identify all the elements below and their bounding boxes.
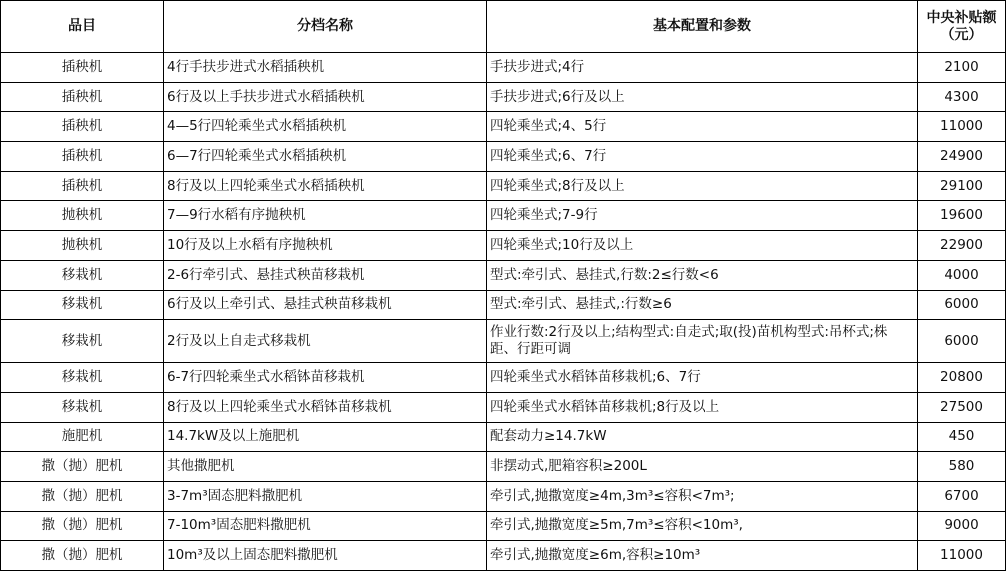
cell-subsidy: 6000 [918,320,1006,363]
table-row [1,452,1006,482]
table-row [1,171,1006,201]
cell-config: 四轮乘坐式;7-9行 [487,201,918,231]
cell-item: 抛秧机 [1,231,164,261]
cell-grade: 10m³及以上固态肥料撒肥机 [164,541,487,571]
table-row [1,201,1006,231]
cell-subsidy: 6000 [918,290,1006,320]
table-row [1,231,1006,261]
table-row [1,320,1006,363]
cell-item: 插秧机 [1,53,164,83]
cell-config: 手扶步进式;4行 [487,53,918,83]
cell-item: 插秧机 [1,171,164,201]
cell-item: 撒（抛）肥机 [1,481,164,511]
cell-item: 撒（抛）肥机 [1,541,164,571]
cell-item: 移栽机 [1,260,164,290]
table-row [1,82,1006,112]
cell-subsidy: 11000 [918,541,1006,571]
cell-config: 牵引式,抛撒宽度≥5m,7m³≤容积<10m³, [487,511,918,541]
cell-subsidy: 11000 [918,112,1006,142]
cell-subsidy: 580 [918,452,1006,482]
cell-subsidy: 4300 [918,82,1006,112]
table-row [1,142,1006,172]
table-row [1,290,1006,320]
cell-grade: 4行手扶步进式水稻插秧机 [164,53,487,83]
cell-config: 配套动力≥14.7kW [487,422,918,452]
cell-item: 撒（抛）肥机 [1,452,164,482]
cell-subsidy: 2100 [918,53,1006,83]
cell-grade: 7-10m³固态肥料撒肥机 [164,511,487,541]
cell-subsidy: 24900 [918,142,1006,172]
cell-item: 移栽机 [1,392,164,422]
header-config: 基本配置和参数 [487,1,918,53]
cell-subsidy: 20800 [918,363,1006,393]
cell-subsidy: 6700 [918,481,1006,511]
cell-item: 抛秧机 [1,201,164,231]
header-item: 品目 [1,1,164,53]
cell-grade: 8行及以上四轮乘坐式水稻插秧机 [164,171,487,201]
table-row [1,260,1006,290]
cell-item: 插秧机 [1,82,164,112]
cell-item: 插秧机 [1,142,164,172]
cell-config: 四轮乘坐式;6、7行 [487,142,918,172]
cell-subsidy: 450 [918,422,1006,452]
table-row [1,511,1006,541]
cell-config: 四轮乘坐式;4、5行 [487,112,918,142]
cell-grade: 8行及以上四轮乘坐式水稻钵苗移栽机 [164,392,487,422]
cell-config: 四轮乘坐式水稻钵苗移栽机;8行及以上 [487,392,918,422]
cell-grade: 2行及以上自走式移栽机 [164,320,487,363]
cell-grade: 6行及以上牵引式、悬挂式秧苗移栽机 [164,290,487,320]
cell-config: 作业行数:2行及以上;结构型式:自走式;取(投)苗机构型式:吊杯式;株距、行距可调 [487,320,918,363]
table-row [1,112,1006,142]
cell-grade: 6-7行四轮乘坐式水稻钵苗移栽机 [164,363,487,393]
table-row [1,392,1006,422]
table-header-row [1,1,1006,53]
cell-config: 牵引式,抛撒宽度≥6m,容积≥10m³ [487,541,918,571]
cell-config: 四轮乘坐式;10行及以上 [487,231,918,261]
cell-config: 型式:牵引式、悬挂式,行数:2≤行数<6 [487,260,918,290]
cell-grade: 7—9行水稻有序抛秧机 [164,201,487,231]
cell-subsidy: 4000 [918,260,1006,290]
cell-item: 移栽机 [1,290,164,320]
cell-config: 手扶步进式;6行及以上 [487,82,918,112]
cell-grade: 6—7行四轮乘坐式水稻插秧机 [164,142,487,172]
cell-config: 型式:牵引式、悬挂式,:行数≥6 [487,290,918,320]
cell-grade: 14.7kW及以上施肥机 [164,422,487,452]
cell-grade: 其他撒肥机 [164,452,487,482]
cell-subsidy: 27500 [918,392,1006,422]
cell-grade: 3-7m³固态肥料撒肥机 [164,481,487,511]
cell-item: 插秧机 [1,112,164,142]
cell-grade: 10行及以上水稻有序抛秧机 [164,231,487,261]
cell-config: 牵引式,抛撒宽度≥4m,3m³≤容积<7m³; [487,481,918,511]
cell-config: 非摆动式,肥箱容积≥200L [487,452,918,482]
table-row [1,481,1006,511]
cell-grade: 2-6行牵引式、悬挂式秧苗移栽机 [164,260,487,290]
table-row [1,422,1006,452]
cell-item: 移栽机 [1,363,164,393]
cell-subsidy: 9000 [918,511,1006,541]
table-row [1,53,1006,83]
header-subsidy: 中央补贴额（元） [918,1,1006,53]
cell-config: 四轮乘坐式;8行及以上 [487,171,918,201]
table-row [1,363,1006,393]
cell-subsidy: 29100 [918,171,1006,201]
cell-item: 施肥机 [1,422,164,452]
cell-item: 撒（抛）肥机 [1,511,164,541]
cell-config: 四轮乘坐式水稻钵苗移栽机;6、7行 [487,363,918,393]
cell-grade: 4—5行四轮乘坐式水稻插秧机 [164,112,487,142]
header-grade: 分档名称 [164,1,487,53]
cell-grade: 6行及以上手扶步进式水稻插秧机 [164,82,487,112]
cell-subsidy: 22900 [918,231,1006,261]
cell-item: 移栽机 [1,320,164,363]
table-row [1,541,1006,571]
cell-subsidy: 19600 [918,201,1006,231]
